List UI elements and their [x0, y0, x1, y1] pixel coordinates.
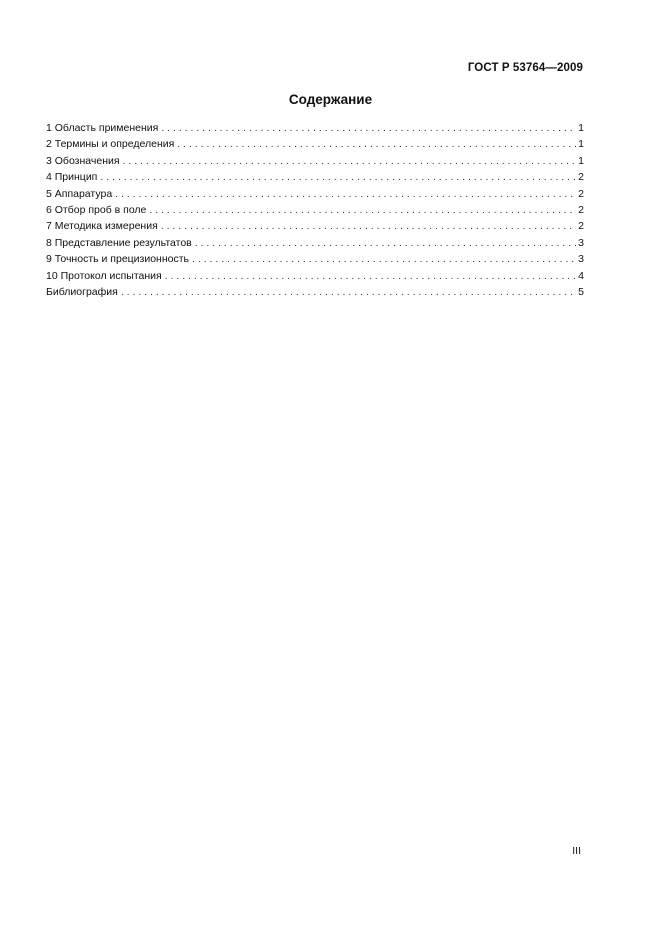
- toc-entry-page: 1: [578, 154, 584, 167]
- page-number: III: [572, 845, 581, 857]
- toc-entry-label: 9 Точность и прецизионность: [46, 253, 190, 266]
- toc-entry-label: 6 Отбор проб в поле: [46, 203, 147, 216]
- toc-entry[interactable]: [46, 136, 584, 152]
- toc-entry-page: 2: [578, 187, 584, 200]
- toc-entry[interactable]: [46, 284, 584, 300]
- toc-entry-page: 2: [578, 203, 584, 216]
- toc-entry-label: 2 Термины и определения: [46, 138, 175, 151]
- toc-entry-label: 1 Область применения: [46, 122, 159, 134]
- toc-leader-dots: [192, 251, 576, 267]
- toc-entry-label: 4 Принцип: [46, 171, 98, 184]
- toc-entry-page: 5: [578, 285, 584, 298]
- toc-leader-dots: [161, 218, 576, 234]
- toc-entry[interactable]: [46, 186, 584, 202]
- toc-leader-dots: [165, 268, 576, 284]
- toc-title: Содержание: [288, 92, 373, 107]
- toc-leader-dots: [115, 186, 576, 202]
- toc-entry-page: 3: [578, 253, 584, 266]
- toc-entry-label: Библиография: [46, 285, 118, 298]
- toc-entry[interactable]: [46, 153, 584, 169]
- toc-entry[interactable]: [46, 218, 584, 234]
- toc-entry-page: 3: [578, 236, 584, 249]
- toc-entry[interactable]: [46, 120, 584, 136]
- toc-entry[interactable]: [46, 202, 584, 218]
- toc-entry-label: 3 Обозначения: [46, 154, 120, 167]
- toc-entry-label: 10 Протокол испытания: [46, 269, 162, 282]
- toc-leader-dots: [177, 136, 576, 152]
- toc-entry-page: 2: [578, 220, 584, 233]
- toc-entry[interactable]: [46, 235, 584, 251]
- toc-leader-dots: [149, 202, 576, 218]
- toc-entry-page: 4: [578, 269, 584, 282]
- toc-entry-label: 8 Представление результатов: [46, 236, 192, 249]
- toc-entry-label: 5 Аппаратура: [46, 187, 113, 200]
- document-id-header: ГОСТ Р 53764—2009: [467, 62, 583, 74]
- toc-entry[interactable]: [46, 251, 584, 267]
- toc-leader-dots: [123, 153, 576, 169]
- toc-leader-dots: [161, 120, 576, 136]
- toc-entry[interactable]: [46, 169, 584, 185]
- toc-leader-dots: [121, 284, 576, 300]
- toc-entry[interactable]: [46, 268, 584, 284]
- toc-entry-label: 7 Методика измерения: [46, 220, 158, 233]
- toc-entry-page: 1: [578, 138, 584, 151]
- toc-entry-page: 2: [578, 171, 584, 184]
- toc-list: [46, 120, 584, 300]
- toc-leader-dots: [195, 235, 576, 251]
- toc-leader-dots: [100, 169, 576, 185]
- toc-entry-page: 1: [578, 122, 584, 134]
